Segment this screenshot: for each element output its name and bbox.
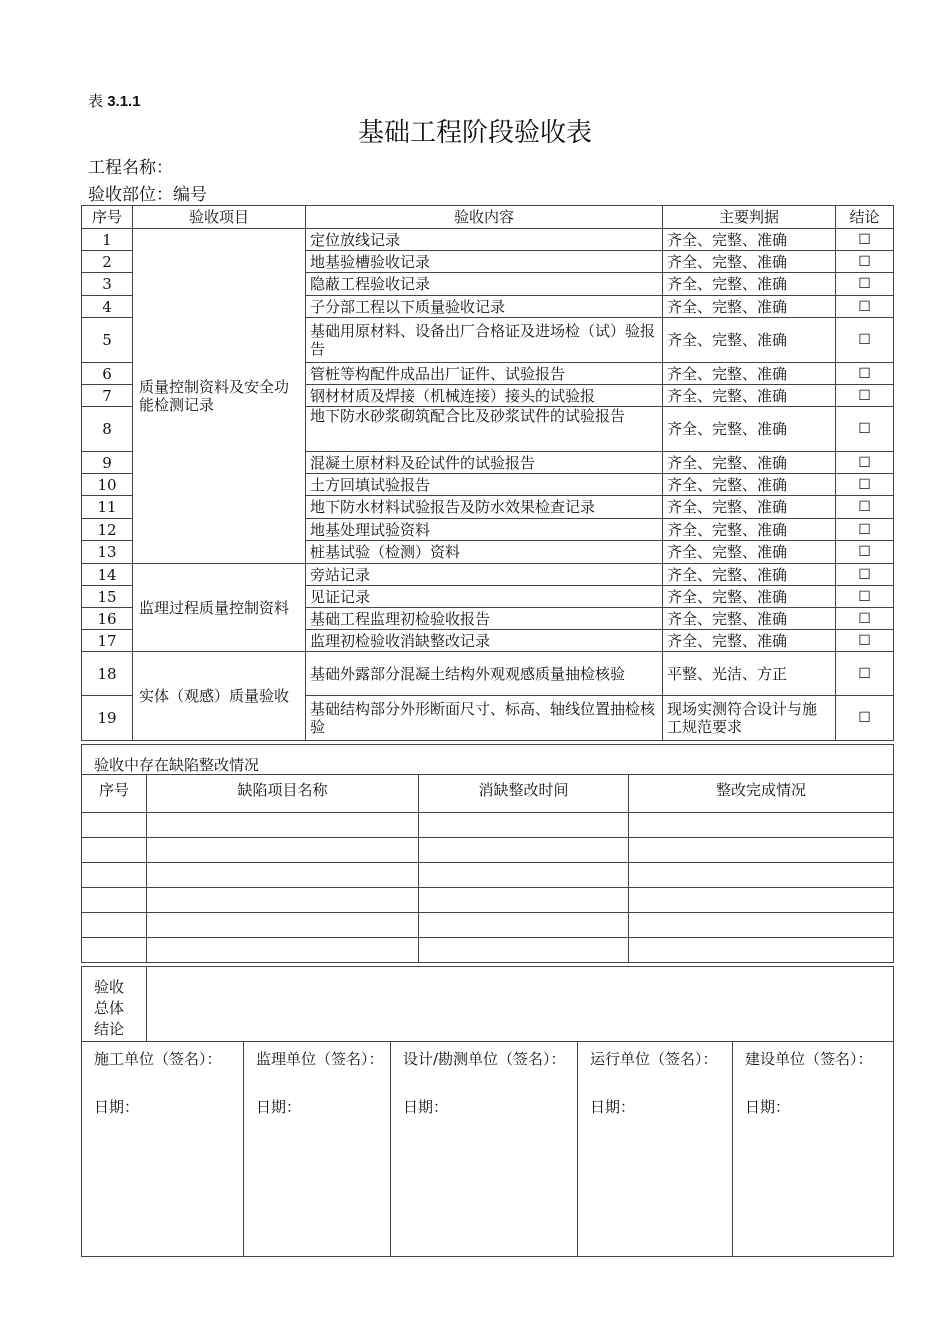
table-row — [82, 652, 894, 696]
conclusion-checkbox[interactable]: ☐ — [836, 296, 894, 318]
row-no: 12 — [82, 519, 133, 541]
group-supervision: 监理过程质量控制资料 — [133, 564, 306, 652]
project-name-label: 工程名称： — [88, 158, 173, 178]
defect-cell[interactable] — [147, 938, 419, 963]
conclusion-table — [81, 966, 894, 1042]
conclusion-checkbox[interactable]: ☐ — [836, 541, 894, 564]
conclusion-field[interactable] — [147, 967, 894, 1042]
defect-cell[interactable] — [147, 813, 419, 838]
row-content: 桩基试验（检测）资料 — [306, 541, 663, 564]
row-content: 子分部工程以下质量验收记录 — [306, 296, 663, 318]
acceptance-table — [81, 205, 894, 741]
conclusion-checkbox[interactable]: ☐ — [836, 407, 894, 452]
signature-date-label: 日期： — [745, 1098, 791, 1116]
row-content: 基础工程监理初检验收报告 — [306, 608, 663, 630]
conclusion-checkbox[interactable]: ☐ — [836, 586, 894, 608]
defect-cell[interactable] — [82, 938, 147, 963]
conclusion-checkbox[interactable]: ☐ — [836, 564, 894, 586]
row-no: 14 — [82, 564, 133, 586]
row-no: 19 — [82, 696, 133, 741]
row-criteria: 齐全、完整、准确 — [663, 296, 836, 318]
defect-row — [82, 938, 894, 963]
defect-cell[interactable] — [82, 888, 147, 913]
conclusion-checkbox[interactable]: ☐ — [836, 318, 894, 363]
header-no: 序号 — [82, 206, 133, 229]
group-quality-control: 质量控制资料及安全功能检测记录 — [133, 229, 306, 564]
row-no: 9 — [82, 452, 133, 474]
row-criteria: 齐全、完整、准确 — [663, 273, 836, 296]
conclusion-checkbox[interactable]: ☐ — [836, 519, 894, 541]
defect-row — [82, 913, 894, 938]
row-criteria: 齐全、完整、准确 — [663, 385, 836, 407]
table-number — [88, 90, 141, 111]
row-criteria: 齐全、完整、准确 — [663, 496, 836, 519]
row-criteria: 齐全、完整、准确 — [663, 318, 836, 363]
row-no: 13 — [82, 541, 133, 564]
row-criteria: 齐全、完整、准确 — [663, 452, 836, 474]
row-criteria: 齐全、完整、准确 — [663, 474, 836, 496]
signature-table — [81, 1041, 894, 1257]
signature-date-label: 日期： — [590, 1098, 636, 1116]
defect-cell[interactable] — [629, 838, 894, 863]
row-content: 钢材材质及焊接（机械连接）接头的试验报 — [306, 385, 663, 407]
row-criteria: 齐全、完整、准确 — [663, 251, 836, 273]
conclusion-checkbox[interactable]: ☐ — [836, 273, 894, 296]
row-criteria: 平整、光洁、方正 — [663, 652, 836, 696]
row-content: 基础结构部分外形断面尺寸、标高、轴线位置抽检核验 — [306, 696, 663, 741]
defect-section-title: 验收中存在缺陷整改情况 — [82, 745, 894, 775]
defect-header-no: 序号 — [82, 775, 147, 813]
defect-row — [82, 838, 894, 863]
conclusion-checkbox[interactable]: ☐ — [836, 630, 894, 652]
group-physical-quality: 实体（观感）质量验收 — [133, 652, 306, 741]
signature-operation[interactable] — [578, 1042, 733, 1257]
row-content: 土方回填试验报告 — [306, 474, 663, 496]
row-no: 18 — [82, 652, 133, 696]
conclusion-checkbox[interactable]: ☐ — [836, 363, 894, 385]
row-no: 4 — [82, 296, 133, 318]
defect-cell[interactable] — [147, 888, 419, 913]
defect-cell[interactable] — [147, 863, 419, 888]
conclusion-checkbox[interactable]: ☐ — [836, 229, 894, 251]
defect-cell[interactable] — [82, 913, 147, 938]
defect-header-time: 消缺整改时间 — [419, 775, 629, 813]
defect-cell[interactable] — [629, 863, 894, 888]
part-label: 验收部位：编号 — [88, 185, 207, 205]
signature-construction[interactable] — [82, 1042, 244, 1257]
table-number-value: 3.1.1 — [107, 93, 141, 110]
row-criteria: 齐全、完整、准确 — [663, 541, 836, 564]
row-content: 管桩等构配件成品出厂证件、试验报告 — [306, 363, 663, 385]
conclusion-checkbox[interactable]: ☐ — [836, 385, 894, 407]
defect-cell[interactable] — [629, 888, 894, 913]
defect-cell[interactable] — [147, 838, 419, 863]
conclusion-checkbox[interactable]: ☐ — [836, 251, 894, 273]
row-no: 10 — [82, 474, 133, 496]
conclusion-checkbox[interactable]: ☐ — [836, 652, 894, 696]
row-content: 定位放线记录 — [306, 229, 663, 251]
row-criteria: 齐全、完整、准确 — [663, 564, 836, 586]
signature-supervision[interactable] — [244, 1042, 391, 1257]
row-content: 地基验槽验收记录 — [306, 251, 663, 273]
table-row — [82, 564, 894, 586]
defect-row — [82, 888, 894, 913]
row-criteria: 齐全、完整、准确 — [663, 363, 836, 385]
conclusion-checkbox[interactable]: ☐ — [836, 452, 894, 474]
row-no: 7 — [82, 385, 133, 407]
row-content: 混凝土原材料及砼试件的试验报告 — [306, 452, 663, 474]
conclusion-checkbox[interactable]: ☐ — [836, 474, 894, 496]
row-no: 6 — [82, 363, 133, 385]
header-criteria: 主要判据 — [663, 206, 836, 229]
conclusion-checkbox[interactable]: ☐ — [836, 608, 894, 630]
row-criteria: 齐全、完整、准确 — [663, 229, 836, 251]
signature-date-label: 日期： — [403, 1098, 449, 1116]
conclusion-checkbox[interactable]: ☐ — [836, 696, 894, 741]
defect-cell[interactable] — [82, 838, 147, 863]
defect-header-status: 整改完成情况 — [629, 775, 894, 813]
defect-cell[interactable] — [147, 913, 419, 938]
table-prefix: 表 — [88, 93, 104, 110]
defect-table — [81, 744, 894, 963]
row-no: 3 — [82, 273, 133, 296]
signature-unit-label: 建设单位（签名）： — [745, 1050, 873, 1068]
row-content: 隐蔽工程验收记录 — [306, 273, 663, 296]
defect-cell[interactable] — [82, 813, 147, 838]
defect-cell[interactable] — [629, 913, 894, 938]
conclusion-label-text: 验收总体结论 — [94, 978, 125, 1038]
header-item: 验收项目 — [133, 206, 306, 229]
row-content: 基础用原材料、设备出厂合格证及进场检（试）验报告 — [306, 318, 663, 363]
signature-owner[interactable] — [733, 1042, 894, 1257]
row-content: 地下防水材料试验报告及防水效果检查记录 — [306, 496, 663, 519]
row-no: 17 — [82, 630, 133, 652]
defect-header-name: 缺陷项目名称 — [147, 775, 419, 813]
row-criteria: 齐全、完整、准确 — [663, 586, 836, 608]
row-content: 旁站记录 — [306, 564, 663, 586]
row-no: 15 — [82, 586, 133, 608]
row-criteria: 齐全、完整、准确 — [663, 608, 836, 630]
row-no: 8 — [82, 407, 133, 452]
row-criteria: 齐全、完整、准确 — [663, 519, 836, 541]
defect-cell[interactable] — [419, 913, 629, 938]
row-content: 监理初检验收消缺整改记录 — [306, 630, 663, 652]
defect-cell[interactable] — [419, 813, 629, 838]
signature-unit-label: 运行单位（签名）： — [590, 1050, 718, 1068]
defect-section-row — [82, 745, 894, 775]
table-row — [82, 229, 894, 251]
defect-cell[interactable] — [82, 863, 147, 888]
row-no: 5 — [82, 318, 133, 363]
defect-cell[interactable] — [419, 863, 629, 888]
signature-date-label: 日期： — [94, 1098, 140, 1116]
header-conclusion: 结论 — [836, 206, 894, 229]
defect-cell[interactable] — [419, 838, 629, 863]
signature-unit-label: 设计/勘测单位（签名）： — [403, 1050, 566, 1068]
row-content: 见证记录 — [306, 586, 663, 608]
row-criteria: 齐全、完整、准确 — [663, 630, 836, 652]
table-header-row — [82, 206, 894, 229]
row-no: 1 — [82, 229, 133, 251]
defect-row — [82, 813, 894, 838]
defect-cell[interactable] — [419, 888, 629, 913]
row-no: 2 — [82, 251, 133, 273]
conclusion-checkbox[interactable]: ☐ — [836, 496, 894, 519]
row-content: 基础外露部分混凝土结构外观观感质量抽检核验 — [306, 652, 663, 696]
row-content: 地基处理试验资料 — [306, 519, 663, 541]
header-content: 验收内容 — [306, 206, 663, 229]
defect-header-row — [82, 775, 894, 813]
row-criteria: 现场实测符合设计与施工规范要求 — [663, 696, 836, 741]
conclusion-label — [82, 967, 147, 1042]
signature-unit-label: 监理单位（签名）： — [256, 1050, 384, 1068]
row-content: 地下防水砂浆砌筑配合比及砂浆试件的试验报告 — [306, 407, 663, 452]
defect-cell[interactable] — [629, 938, 894, 963]
row-no: 16 — [82, 608, 133, 630]
row-criteria: 齐全、完整、准确 — [663, 407, 836, 452]
defect-cell[interactable] — [629, 813, 894, 838]
row-no: 11 — [82, 496, 133, 519]
defect-cell[interactable] — [419, 938, 629, 963]
defect-row — [82, 863, 894, 888]
signature-date-label: 日期： — [256, 1098, 302, 1116]
signature-design[interactable] — [391, 1042, 578, 1257]
signature-unit-label: 施工单位（签名）： — [94, 1050, 222, 1068]
page-title: 基础工程阶段验收表 — [357, 118, 592, 148]
